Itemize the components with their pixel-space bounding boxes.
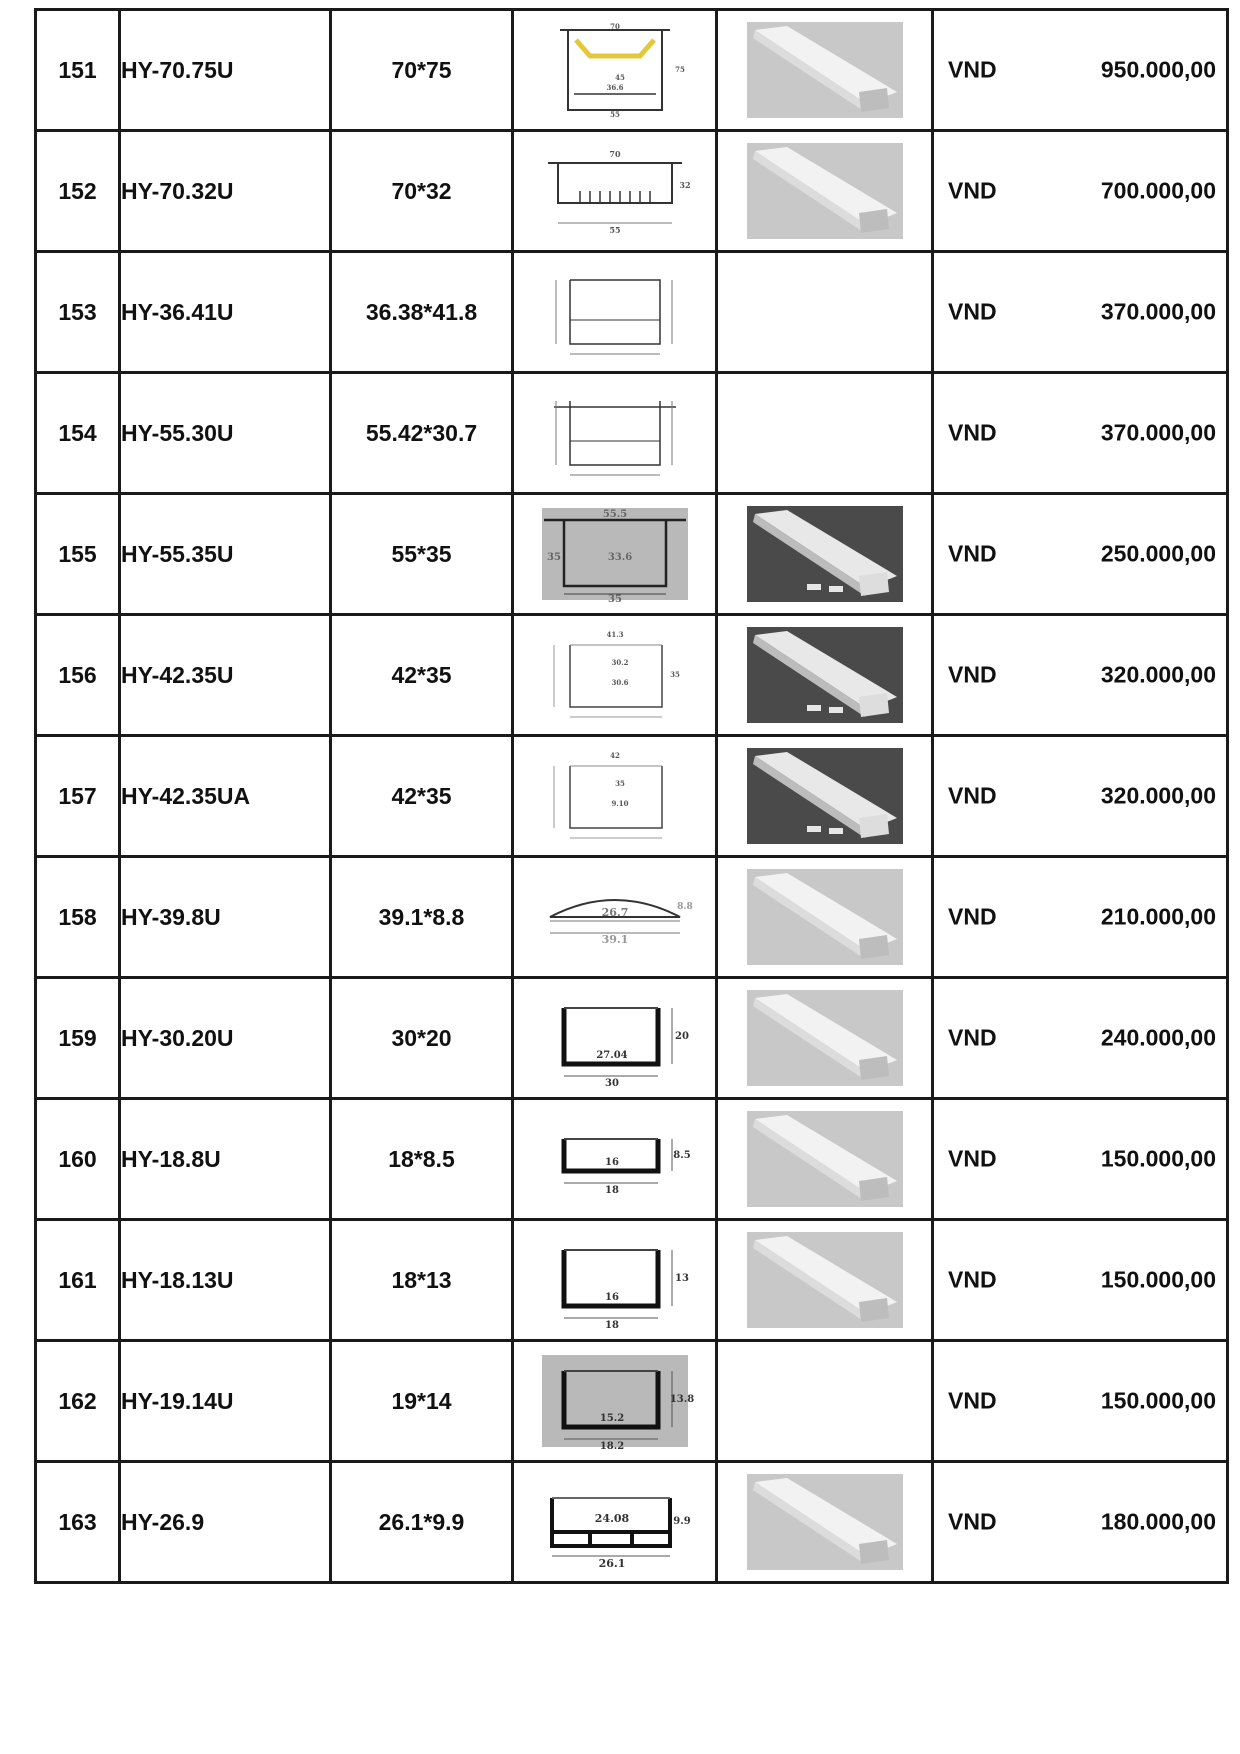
technical-drawing-cell xyxy=(513,10,717,131)
row-number: 156 xyxy=(36,615,120,736)
profile-drawing xyxy=(540,1353,694,1452)
svg-text:35: 35 xyxy=(614,779,625,788)
product-photo-cell xyxy=(717,1099,933,1220)
product-code: HY-70.32U xyxy=(120,131,331,252)
row-number: 152 xyxy=(36,131,120,252)
product-photo-cell xyxy=(717,1341,933,1462)
currency-label: VND xyxy=(948,56,997,83)
table-row xyxy=(36,252,1228,373)
product-code: HY-18.8U xyxy=(120,1099,331,1220)
technical-drawing-cell xyxy=(513,1099,717,1220)
product-photo xyxy=(747,748,903,844)
technical-drawing-cell xyxy=(513,615,717,736)
technical-drawing-cell xyxy=(513,736,717,857)
profile-drawing xyxy=(540,1111,690,1207)
row-number: 159 xyxy=(36,978,120,1099)
product-photo-cell xyxy=(717,1220,933,1341)
product-photo-cell xyxy=(717,373,933,494)
table-row xyxy=(36,978,1228,1099)
product-photo-cell xyxy=(717,857,933,978)
product-dimensions: 42*35 xyxy=(331,736,513,857)
product-photo xyxy=(747,1111,903,1207)
product-photo-cell xyxy=(717,978,933,1099)
product-photo xyxy=(747,990,903,1086)
currency-label: VND xyxy=(948,540,997,567)
product-photo-cell xyxy=(717,252,933,373)
product-dimensions: 70*32 xyxy=(331,131,513,252)
product-dimensions: 18*8.5 xyxy=(331,1099,513,1220)
product-photo xyxy=(747,1474,903,1570)
row-number: 162 xyxy=(36,1341,120,1462)
svg-text:30: 30 xyxy=(604,1078,619,1089)
price-cell xyxy=(933,1462,1228,1583)
svg-text:30.2: 30.2 xyxy=(610,658,629,667)
table-row xyxy=(36,10,1228,131)
price-cell xyxy=(933,10,1228,131)
svg-text:70: 70 xyxy=(608,149,621,159)
svg-text:8.5: 8.5 xyxy=(672,1150,691,1161)
svg-text:55: 55 xyxy=(609,110,620,119)
product-photo xyxy=(747,506,903,602)
price-cell xyxy=(933,131,1228,252)
currency-label: VND xyxy=(948,782,997,809)
technical-drawing-cell xyxy=(513,1462,717,1583)
svg-text:36.6: 36.6 xyxy=(605,83,624,92)
price-cell xyxy=(933,373,1228,494)
svg-text:42: 42 xyxy=(609,751,620,760)
price-amount: 320.000,00 xyxy=(1100,782,1216,809)
product-code: HY-70.75U xyxy=(120,10,331,131)
product-photo xyxy=(747,869,903,965)
table-row xyxy=(36,1462,1228,1583)
currency-label: VND xyxy=(948,903,997,930)
svg-text:39.1: 39.1 xyxy=(601,933,628,946)
product-photo xyxy=(747,22,903,118)
profile-drawing xyxy=(540,264,690,360)
price-amount: 210.000,00 xyxy=(1100,903,1216,930)
svg-text:13.8: 13.8 xyxy=(669,1394,694,1405)
row-number: 151 xyxy=(36,10,120,131)
svg-text:55.5: 55.5 xyxy=(602,509,627,520)
price-cell xyxy=(933,857,1228,978)
profile-drawing xyxy=(540,869,693,965)
price-cell xyxy=(933,1099,1228,1220)
profile-drawing xyxy=(540,1474,690,1570)
svg-text:18.2: 18.2 xyxy=(599,1441,624,1452)
product-photo xyxy=(747,1232,903,1328)
profile-drawing xyxy=(540,385,690,481)
technical-drawing-cell xyxy=(513,494,717,615)
price-amount: 240.000,00 xyxy=(1100,1024,1216,1051)
currency-label: VND xyxy=(948,1145,997,1172)
price-cell xyxy=(933,1341,1228,1462)
product-photo-cell xyxy=(717,10,933,131)
svg-text:13: 13 xyxy=(674,1273,689,1284)
price-amount: 370.000,00 xyxy=(1100,419,1216,446)
price-amount: 950.000,00 xyxy=(1100,56,1216,83)
product-dimensions: 18*13 xyxy=(331,1220,513,1341)
price-cell xyxy=(933,494,1228,615)
product-code: HY-55.35U xyxy=(120,494,331,615)
profile-drawing xyxy=(540,143,690,239)
product-photo-cell xyxy=(717,736,933,857)
svg-text:18: 18 xyxy=(604,1185,619,1196)
product-code: HY-55.30U xyxy=(120,373,331,494)
table-row xyxy=(36,373,1228,494)
svg-text:26.7: 26.7 xyxy=(601,906,628,919)
profile-drawing xyxy=(540,1232,690,1331)
profile-drawing xyxy=(540,748,690,844)
price-amount: 250.000,00 xyxy=(1100,540,1216,567)
profile-drawing xyxy=(540,22,690,118)
svg-text:70: 70 xyxy=(609,22,620,31)
price-cell xyxy=(933,736,1228,857)
profile-drawing xyxy=(540,506,690,605)
product-photo xyxy=(747,627,903,723)
product-dimensions: 55.42*30.7 xyxy=(331,373,513,494)
table-row xyxy=(36,1341,1228,1462)
price-cell xyxy=(933,978,1228,1099)
price-amount: 370.000,00 xyxy=(1100,298,1216,325)
technical-drawing-cell xyxy=(513,252,717,373)
row-number: 157 xyxy=(36,736,120,857)
product-dimensions: 26.1*9.9 xyxy=(331,1462,513,1583)
product-code: HY-19.14U xyxy=(120,1341,331,1462)
product-code: HY-30.20U xyxy=(120,978,331,1099)
svg-text:30.6: 30.6 xyxy=(610,678,629,687)
product-code: HY-36.41U xyxy=(120,252,331,373)
product-code: HY-26.9 xyxy=(120,1462,331,1583)
price-amount: 700.000,00 xyxy=(1100,177,1216,204)
profile-drawing xyxy=(540,990,690,1089)
technical-drawing-cell xyxy=(513,131,717,252)
price-cell xyxy=(933,615,1228,736)
table-row xyxy=(36,615,1228,736)
svg-text:75: 75 xyxy=(674,65,685,74)
technical-drawing-cell xyxy=(513,978,717,1099)
svg-text:16: 16 xyxy=(604,1157,619,1168)
price-amount: 180.000,00 xyxy=(1100,1508,1216,1535)
svg-text:9.9: 9.9 xyxy=(672,1516,691,1527)
svg-text:27.04: 27.04 xyxy=(595,1050,628,1061)
product-photo xyxy=(747,143,903,239)
table-row xyxy=(36,857,1228,978)
product-dimensions: 70*75 xyxy=(331,10,513,131)
svg-text:35: 35 xyxy=(607,594,622,605)
currency-label: VND xyxy=(948,298,997,325)
svg-text:26.1: 26.1 xyxy=(598,1557,625,1570)
price-cell xyxy=(933,252,1228,373)
technical-drawing-cell xyxy=(513,1220,717,1341)
svg-text:8.8: 8.8 xyxy=(676,902,693,912)
product-code: HY-39.8U xyxy=(120,857,331,978)
svg-text:55: 55 xyxy=(608,225,621,235)
table-row xyxy=(36,736,1228,857)
table-row xyxy=(36,1220,1228,1341)
svg-text:24.08: 24.08 xyxy=(594,1512,629,1525)
svg-text:33.6: 33.6 xyxy=(607,552,632,563)
technical-drawing-cell xyxy=(513,1341,717,1462)
svg-text:32: 32 xyxy=(678,180,691,190)
price-amount: 150.000,00 xyxy=(1100,1145,1216,1172)
technical-drawing-cell xyxy=(513,857,717,978)
product-photo-cell xyxy=(717,494,933,615)
price-table xyxy=(34,8,1229,1584)
table-row xyxy=(36,1099,1228,1220)
currency-label: VND xyxy=(948,661,997,688)
row-number: 153 xyxy=(36,252,120,373)
currency-label: VND xyxy=(948,1387,997,1414)
product-code: HY-18.13U xyxy=(120,1220,331,1341)
currency-label: VND xyxy=(948,419,997,446)
product-dimensions: 19*14 xyxy=(331,1341,513,1462)
currency-label: VND xyxy=(948,177,997,204)
currency-label: VND xyxy=(948,1024,997,1051)
svg-text:45: 45 xyxy=(614,73,625,82)
svg-text:20: 20 xyxy=(674,1031,689,1042)
table-row xyxy=(36,494,1228,615)
svg-text:35: 35 xyxy=(546,552,561,563)
price-amount: 150.000,00 xyxy=(1100,1266,1216,1293)
row-number: 163 xyxy=(36,1462,120,1583)
product-dimensions: 42*35 xyxy=(331,615,513,736)
product-photo-cell xyxy=(717,615,933,736)
row-number: 158 xyxy=(36,857,120,978)
svg-text:18: 18 xyxy=(604,1320,619,1331)
product-photo-cell xyxy=(717,131,933,252)
table-row xyxy=(36,131,1228,252)
row-number: 161 xyxy=(36,1220,120,1341)
product-dimensions: 55*35 xyxy=(331,494,513,615)
profile-drawing xyxy=(540,627,690,723)
product-code: HY-42.35UA xyxy=(120,736,331,857)
product-dimensions: 30*20 xyxy=(331,978,513,1099)
svg-text:15.2: 15.2 xyxy=(599,1413,624,1424)
product-dimensions: 36.38*41.8 xyxy=(331,252,513,373)
product-dimensions: 39.1*8.8 xyxy=(331,857,513,978)
currency-label: VND xyxy=(948,1508,997,1535)
technical-drawing-cell xyxy=(513,373,717,494)
svg-text:41.3: 41.3 xyxy=(605,630,624,639)
price-cell xyxy=(933,1220,1228,1341)
svg-text:35: 35 xyxy=(669,670,680,679)
price-amount: 320.000,00 xyxy=(1100,661,1216,688)
product-photo-cell xyxy=(717,1462,933,1583)
row-number: 160 xyxy=(36,1099,120,1220)
currency-label: VND xyxy=(948,1266,997,1293)
svg-text:9.10: 9.10 xyxy=(610,799,629,808)
row-number: 155 xyxy=(36,494,120,615)
product-code: HY-42.35U xyxy=(120,615,331,736)
price-amount: 150.000,00 xyxy=(1100,1387,1216,1414)
svg-text:16: 16 xyxy=(604,1292,619,1303)
row-number: 154 xyxy=(36,373,120,494)
